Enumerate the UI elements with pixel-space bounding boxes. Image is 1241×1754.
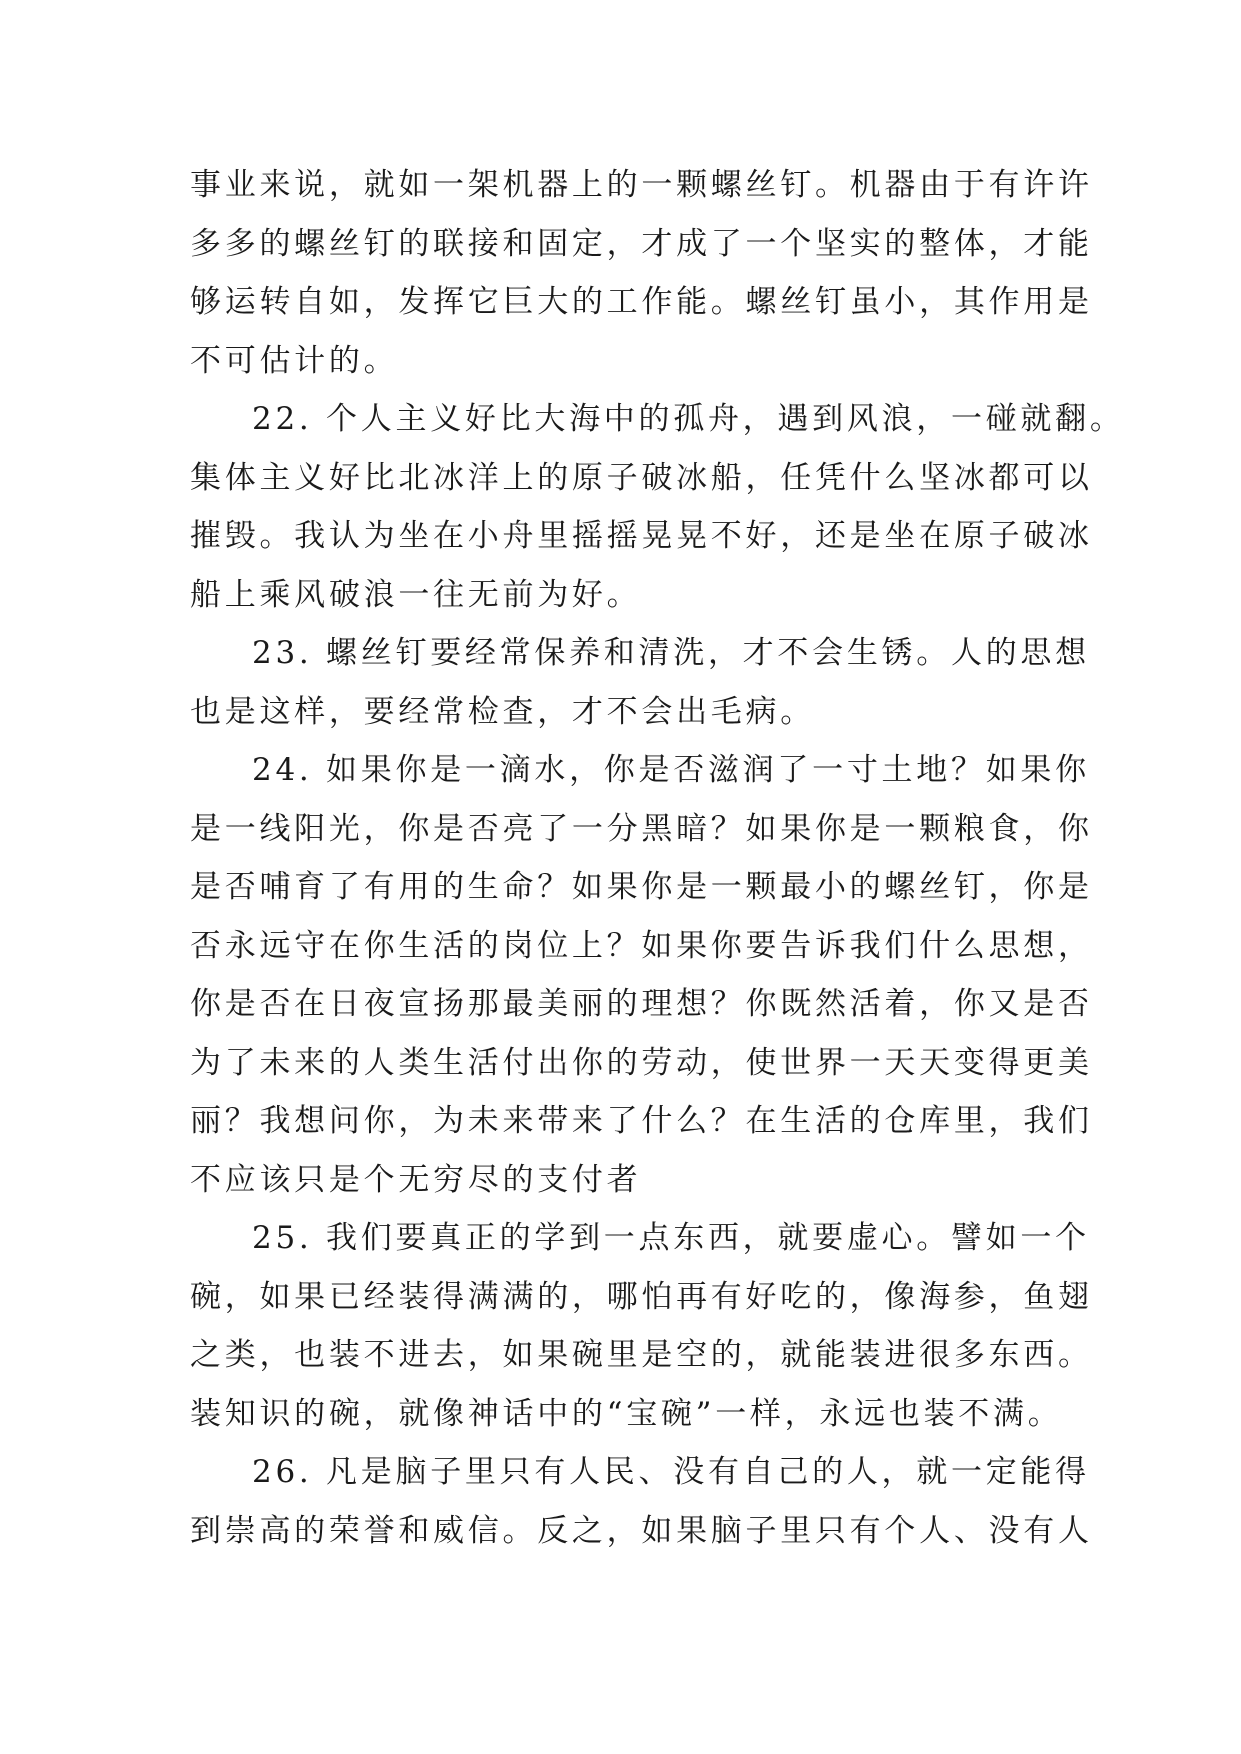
text-line: 不应该只是个无穷尽的支付者: [190, 1161, 642, 1198]
paragraph: [190, 390, 1125, 624]
text-line: 不可估计的。: [190, 342, 399, 379]
text-line: 是一线阳光，你是否亮了一分黑暗？如果你是一颗粮食，你: [190, 810, 1093, 847]
text-line: 也是这样，要经常检查，才不会出毛病。: [190, 693, 815, 730]
text-line: 你是否在日夜宣扬那最美丽的理想？你既然活着，你又是否: [190, 986, 1093, 1022]
text-line: 25. 我们要真正的学到一点东西，就要虚心。譬如一个: [252, 1220, 1090, 1256]
text-line: 23. 螺丝钉要经常保养和清洗，才不会生锈。人的思想: [252, 635, 1090, 671]
text-line: 24. 如果你是一滴水，你是否滋润了一寸土地？如果你: [252, 752, 1090, 788]
text-line: 22. 个人主义好比大海中的孤舟，遇到风浪，一碰就翻。: [252, 401, 1125, 437]
paragraph: [190, 741, 1093, 1209]
text-line: 集体主义好比北冰洋上的原子破冰船，任凭什么坚冰都可以: [190, 459, 1093, 496]
paragraph: [190, 156, 1093, 390]
document-body: [190, 156, 1125, 1560]
paragraph: [190, 624, 1090, 741]
text-line: 是否哺育了有用的生命？如果你是一颗最小的螺丝钉，你是: [190, 869, 1093, 905]
text-line: 多多的螺丝钉的联接和固定，才成了一个坚实的整体，才能: [190, 225, 1093, 262]
paragraph: [190, 1209, 1093, 1443]
text-line: 碗，如果已经装得满满的，哪怕再有好吃的，像海参，鱼翅: [190, 1278, 1093, 1315]
text-line: 之类，也装不进去，如果碗里是空的，就能装进很多东西。: [190, 1337, 1093, 1373]
text-line: 否永远守在你生活的岗位上？如果你要告诉我们什么思想，: [190, 927, 1093, 964]
text-line: 摧毁。我认为坐在小舟里摇摇晃晃不好，还是坐在原子破冰: [190, 518, 1093, 554]
text-line: 够运转自如，发挥它巨大的工作能。螺丝钉虽小，其作用是: [190, 284, 1093, 320]
text-line: 26. 凡是脑子里只有人民、没有自己的人，就一定能得: [252, 1454, 1090, 1490]
text-line: 为了未来的人类生活付出你的劳动，使世界一天天变得更美: [190, 1044, 1093, 1081]
text-line: 装知识的碗，就像神话中的“宝碗”一样，永远也装不满。: [190, 1395, 1063, 1432]
text-line: 丽？我想问你，为未来带来了什么？在生活的仓库里，我们: [190, 1103, 1093, 1139]
text-line: 事业来说，就如一架机器上的一颗螺丝钉。机器由于有许许: [190, 167, 1093, 203]
text-line: 船上乘风破浪一往无前为好。: [190, 576, 642, 613]
text-line: 到崇高的荣誉和威信。反之，如果脑子里只有个人、没有人: [190, 1512, 1093, 1549]
paragraph: [190, 1443, 1093, 1560]
